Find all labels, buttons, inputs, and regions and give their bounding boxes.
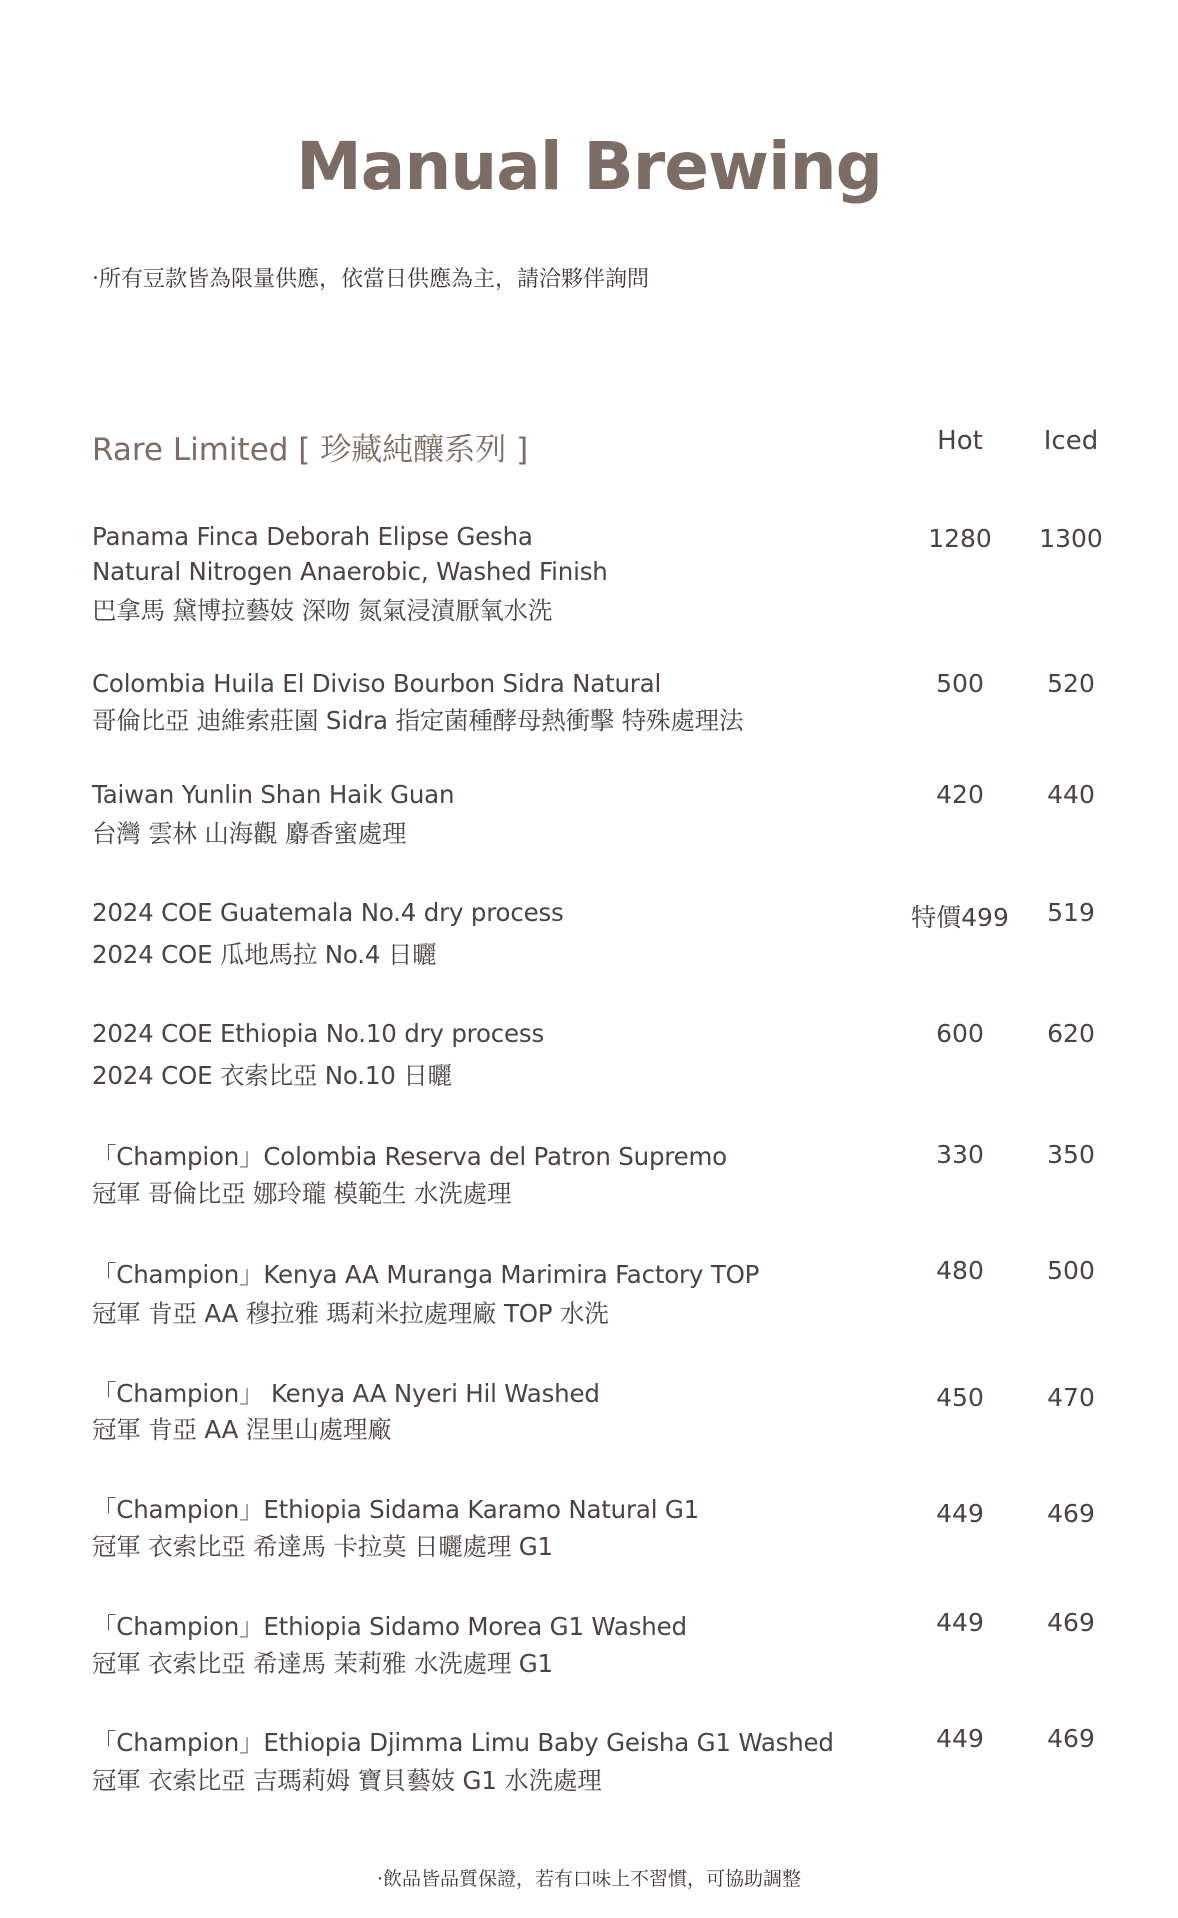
price-iced: 520 [1047,669,1095,698]
price-hot: 600 [936,1019,984,1048]
price-iced: 500 [1047,1256,1095,1285]
item-name-en: 「Champion」Colombia Reserva del Patron Supremo [92,1142,727,1171]
item-process-en: Natural Nitrogen Anaerobic, Washed Finish [92,557,608,586]
item-name-zh: 冠軍 肯亞 AA 穆拉雅 瑪莉米拉處理廠 TOP 水洗 [92,1299,609,1328]
price-hot: 450 [936,1383,984,1412]
price-hot: 1280 [928,524,992,553]
price-iced: 470 [1047,1383,1095,1412]
price-iced: 440 [1047,780,1095,809]
item-name-en: 「Champion」 Kenya AA Nyeri Hil Washed [92,1379,600,1408]
item-name-en: 「Champion」Ethiopia Sidama Karamo Natural G1 [92,1495,700,1524]
item-name-en: 「Champion」Kenya AA Muranga Marimira Factory TOP [92,1260,760,1289]
price-iced: 1300 [1039,524,1103,553]
price-iced: 469 [1047,1499,1095,1528]
price-hot: 500 [936,669,984,698]
availability-note: ‧所有豆款皆為限量供應，依當日供應為主，請洽夥伴詢問 [92,267,649,292]
price-hot: 449 [936,1499,984,1528]
price-hot: 449 [936,1724,984,1753]
item-name-en: Taiwan Yunlin Shan Haik Guan [92,780,455,809]
item-name-en: 「Champion」Ethiopia Sidamo Morea G1 Washed [92,1612,687,1641]
item-name-en: 2024 COE Ethiopia No.10 dry process [92,1019,545,1048]
price-iced: 469 [1047,1724,1095,1753]
item-name-zh: 冠軍 衣索比亞 希達馬 卡拉莫 日曬處理 G1 [92,1532,553,1561]
price-iced: 620 [1047,1019,1095,1048]
price-iced: 519 [1047,898,1095,927]
item-name-zh: 冠軍 衣索比亞 吉瑪莉姆 寶貝藝妓 G1 水洗處理 [92,1766,602,1795]
item-name-en: 2024 COE Guatemala No.4 dry process [92,898,564,927]
item-name-zh: 冠軍 肯亞 AA 涅里山處理廠 [92,1415,392,1444]
item-name-zh: 巴拿馬 黛博拉藝妓 深吻 氮氣浸漬厭氧水洗 [92,596,553,625]
price-hot: 449 [936,1608,984,1637]
item-name-en: Panama Finca Deborah Elipse Gesha [92,522,533,551]
item-name-zh: 哥倫比亞 迪維索莊園 Sidra 指定菌種酵母熱衝擊 特殊處理法 [92,706,744,735]
price-hot: 330 [936,1140,984,1169]
hot-column-header: Hot [937,426,983,456]
quality-note: ‧飲品皆品質保證，若有口味上不習慣，可協助調整 [376,1868,802,1890]
price-hot: 420 [936,780,984,809]
item-name-zh: 冠軍 衣索比亞 希達馬 茉莉雅 水洗處理 G1 [92,1649,553,1678]
section-title: Rare Limited [ 珍藏純釀系列 ] [92,432,529,468]
price-iced: 350 [1047,1140,1095,1169]
item-name-zh: 2024 COE 瓜地馬拉 No.4 日曬 [92,940,437,969]
price-iced: 469 [1047,1608,1095,1637]
iced-column-header: Iced [1043,426,1099,456]
item-name-zh: 冠軍 哥倫比亞 娜玲瓏 模範生 水洗處理 [92,1179,512,1208]
price-hot: 480 [936,1256,984,1285]
price-hot: 特價499 [911,903,1009,932]
item-name-zh: 2024 COE 衣索比亞 No.10 日曬 [92,1061,452,1090]
item-name-en: Colombia Huila El Diviso Bourbon Sidra Natural [92,669,662,698]
page-title: Manual Brewing [296,128,882,205]
item-name-zh: 台灣 雲林 山海觀 麝香蜜處理 [92,819,407,848]
item-name-en: 「Champion」Ethiopia Djimma Limu Baby Geisha G1 Washed [92,1728,834,1757]
